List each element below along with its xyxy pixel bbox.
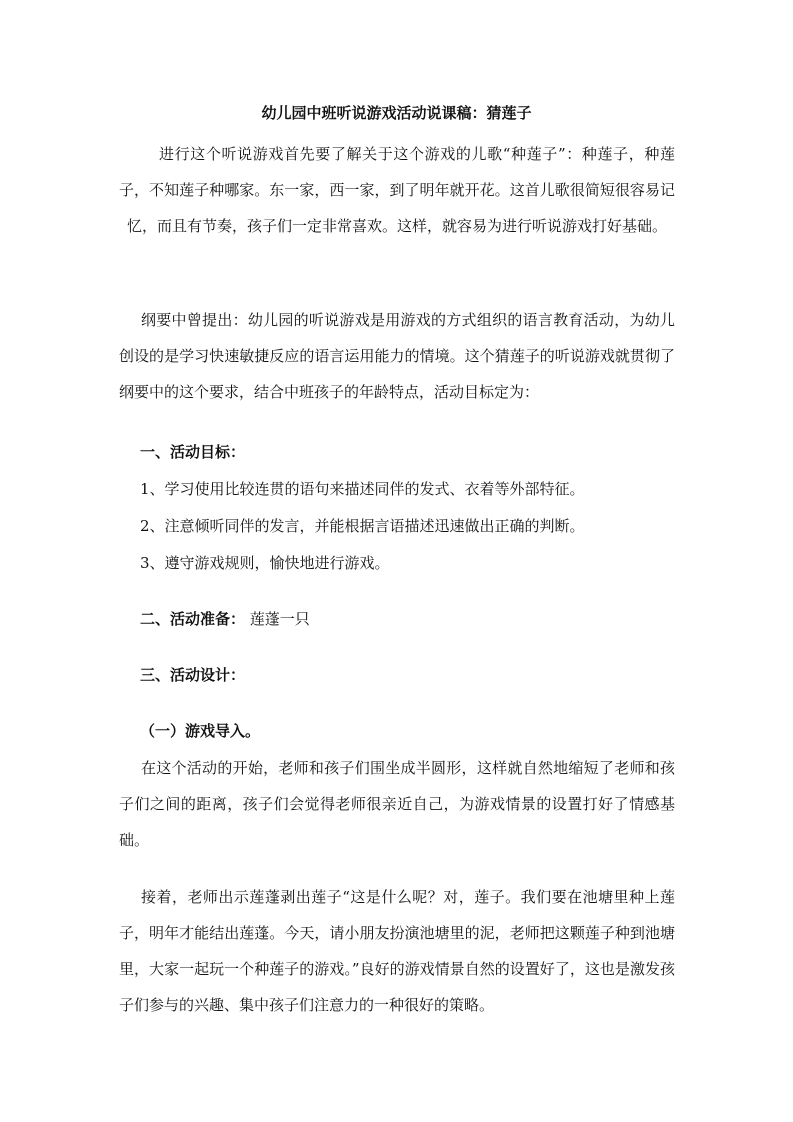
prep-heading: 二、活动准备： <box>140 610 246 628</box>
design-heading: 三、活动设计： <box>140 666 246 684</box>
prep-section <box>140 601 675 637</box>
outline-paragraph: 纲要中曾提出：幼儿园的听说游戏是用游戏的方式组织的语言教育活动，为幼儿创设的是学习快速敏捷反应的语言运用能力的情境。这个猜莲子的听说游戏就贯彻了纲要中的这个要求，结合中班孩子的年龄特点，活动目标定为： <box>119 311 675 401</box>
intro-paragraph: 进行这个听说游戏首先要了解关于这个游戏的儿歌“种莲子”：种莲子，种莲子，不知莲子种哪家。东一家，西一家，到了明年就开花。这首儿歌很简短很容易记忆，而且有节奏，孩子们一定非常喜欢。这样，就容易为进行听说游戏打好基础。 <box>119 145 675 235</box>
game-intro-heading: （一）游戏导入。 <box>140 722 261 740</box>
goal-item: 3、遵守游戏规则，愉快地进行游戏。 <box>140 554 390 572</box>
goal-item: 1、学习使用比较连贯的语句来描述同伴的发式、衣着等外部特征。 <box>140 480 585 498</box>
game-intro-paragraph-1: 在这个活动的开始，老师和孩子们围坐成半圆形，这样就自然地缩短了老师和孩子们之间的距离，孩子们会觉得老师很亲近自己，为游戏情景的设置打好了情感基础。 <box>119 759 675 849</box>
prep-content: 莲蓬一只 <box>249 610 310 628</box>
page-title: 幼儿园中班听说游戏活动说课稿：猜莲子 <box>261 104 532 122</box>
game-intro-paragraph-2: 接着，老师出示莲蓬剥出莲子“这是什么呢？对，莲子。我们要在池塘里种上莲子，明年才能结出莲蓬。今天，请小朋友扮演池塘里的泥，老师把这颗莲子种到池塘里，大家一起玩一个种莲子的游戏。”良好的游戏情景自然的设置好了，这也是激发孩子们参与的兴趣、集中孩子们注意力的一种很好的策略。 <box>119 888 675 1014</box>
goals-heading: 一、活动目标： <box>140 443 246 461</box>
goal-item: 2、注意倾听同伴的发言，并能根据言语描述迅速做出正确的判断。 <box>140 517 585 535</box>
